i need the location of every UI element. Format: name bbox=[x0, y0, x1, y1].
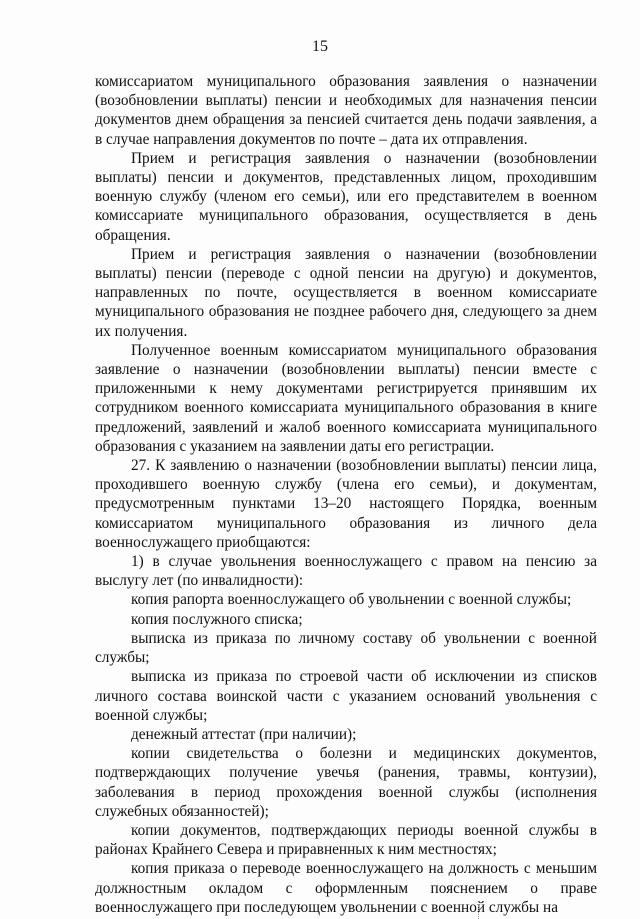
list-item: выписка из приказа по строевой части об исключении из списков личного состава воинской части с указанием оснований увольнения с военной службы; bbox=[95, 668, 597, 724]
list-item: копия приказа о переводе военнослужащего на должность с меньшим должностным окладом с оформленным пояснением о праве военнослужащего при последующем увольнении с военной службы на bbox=[95, 860, 597, 916]
list-item: копия послужного списка; bbox=[131, 610, 303, 628]
document-body bbox=[95, 72, 597, 917]
page-number: 15 bbox=[312, 38, 328, 55]
list-item: 1) в случае увольнения военнослужащего с правом на пенсию за выслугу лет (по инвалидности): bbox=[95, 553, 597, 590]
list-item: выписка из приказа по личному составу об увольнении с военной службы; bbox=[95, 629, 597, 667]
scan-artifact bbox=[478, 905, 485, 919]
list-item: копии свидетельства о болезни и медицинских документов, подтверждающих получение увечья (ранения, травмы, контузии), заболевания в период прохождения военной службы (исполнения служебных обязанностей); bbox=[95, 745, 597, 820]
paragraph: Прием и регистрация заявления о назначении (возобновлении выплаты) пенсии (переводе с одной пенсии на другую) и документов, направленных по почте, осуществляется в военном комиссариате муниципального образования не позднее рабочего дня, следующего за днем их получения. bbox=[95, 245, 597, 340]
list-item: копии документов, подтверждающих периоды военной службы в районах Крайнего Севера и приравненных к ним местностях; bbox=[95, 821, 597, 859]
paragraph: Полученное военным комиссариатом муниципального образования заявление о назначении (возобновлении выплаты) пенсии вместе с приложенными к нему документами регистрируется принявшим их сотрудником военного комиссариата муниципального образования в книге предложений, заявлений и жалоб военного комиссариата муниципального образования с указанием на заявлении даты его регистрации. bbox=[95, 341, 597, 455]
paragraph: Прием и регистрация заявления о назначении (возобновлении выплаты) пенсии и документов, представленных лицом, проходившим военную службу (членом его семьи), или его представителем в военном комиссариате муниципального образования, осуществляется в день обращения. bbox=[95, 149, 597, 244]
list-item: копия рапорта военнослужащего об увольнении с военной службы; bbox=[131, 591, 572, 609]
paragraph: комиссариатом муниципального образования заявления о назначении (возобновлении выплаты) пенсии и необходимых для назначения пенсии документов днем обращения за пенсией считается день подачи заявления, а в случае направления документов по почте – дата их отправления. bbox=[95, 73, 597, 148]
paragraph: 27. К заявлению о назначении (возобновлении выплаты) пенсии лица, проходившего военную службу (члена его семьи), и документам, предусмотренным пунктами 13–20 настоящего Порядка, военным комиссариатом муниципального образования из личного дела военнослужащего приобщаются: bbox=[95, 457, 597, 551]
list-item: денежный аттестат (при наличии); bbox=[131, 725, 357, 743]
